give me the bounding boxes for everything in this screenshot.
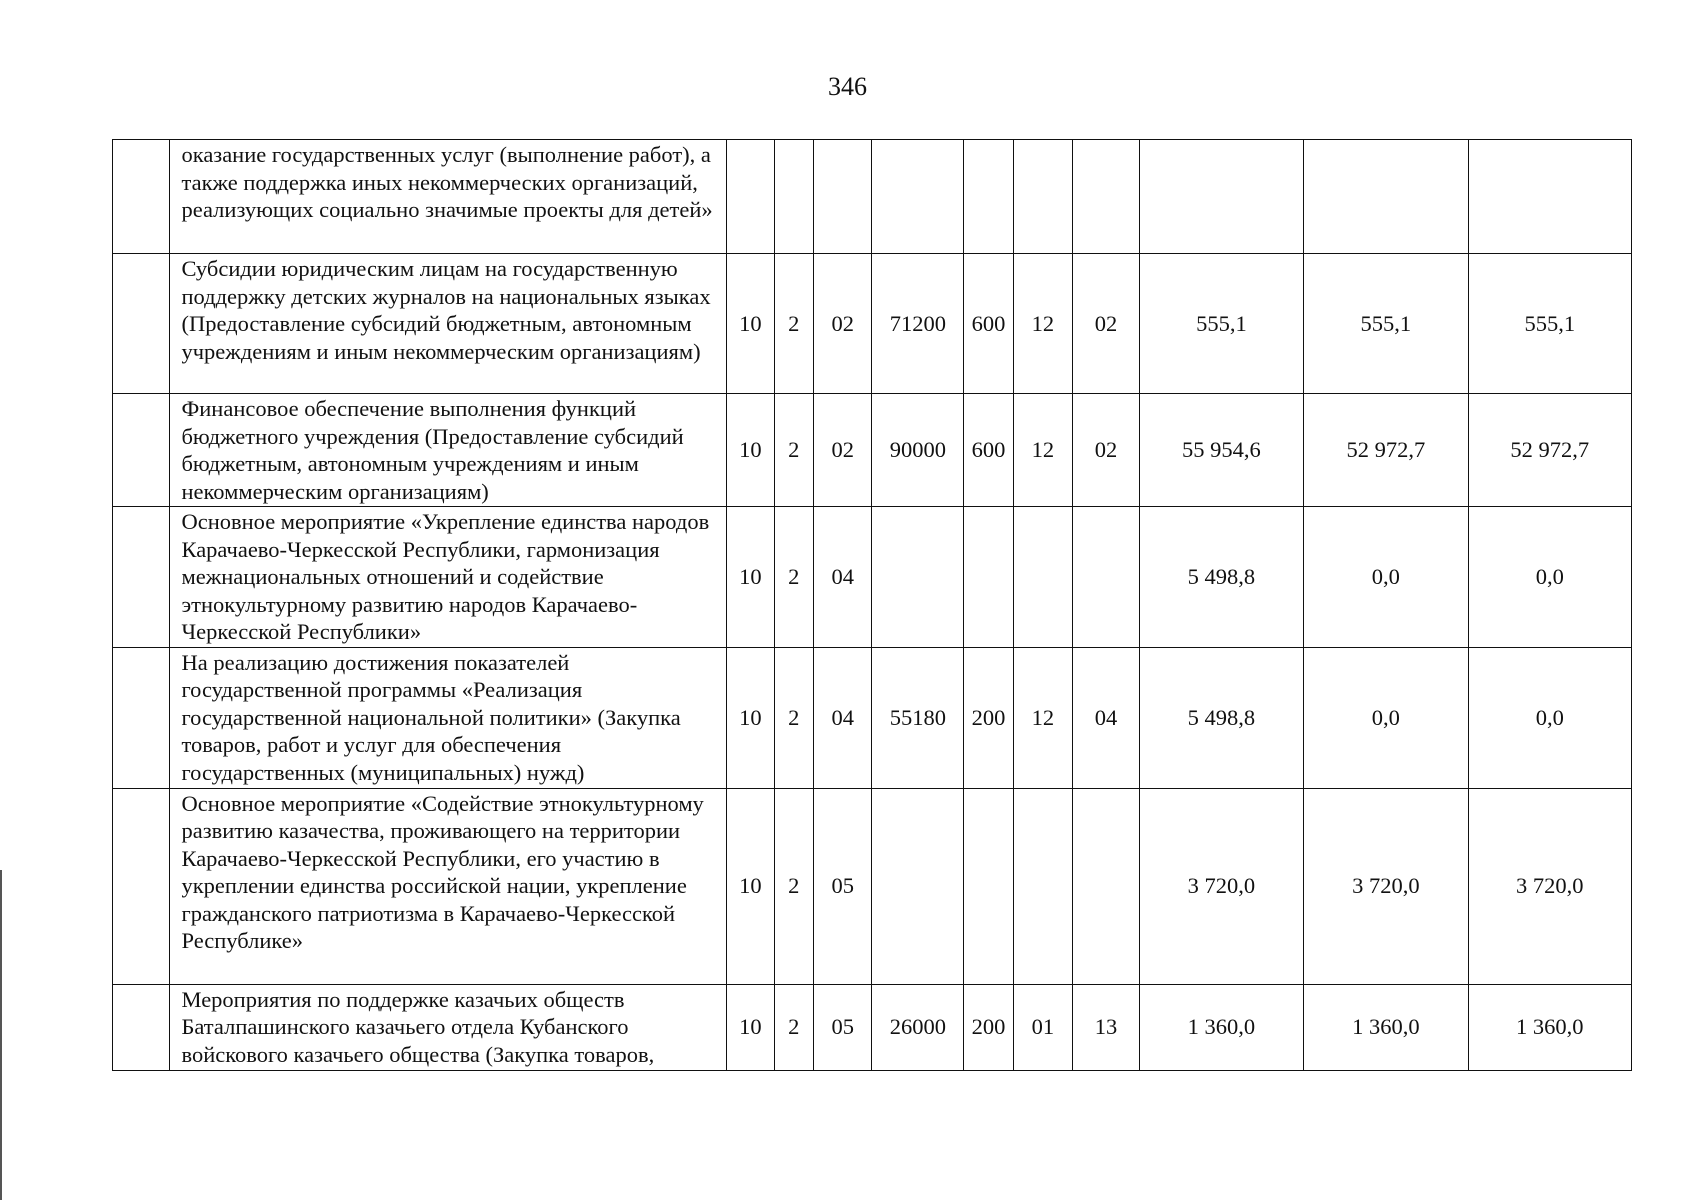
amount-year-3: 555,1 xyxy=(1468,254,1631,394)
table-row xyxy=(113,394,1632,507)
budget-table xyxy=(112,139,1632,1071)
amount-year-1 xyxy=(1139,140,1303,254)
amount-year-3: 0,0 xyxy=(1468,507,1631,648)
code-subchapter: 04 xyxy=(1073,647,1140,788)
row-index-cell xyxy=(113,984,170,1070)
code-subprogram: 2 xyxy=(774,254,813,394)
code-section: 10 xyxy=(727,788,774,984)
code-direction: 90000 xyxy=(872,394,964,507)
code-subprogram: 2 xyxy=(774,647,813,788)
code-expense-type: 600 xyxy=(964,254,1013,394)
row-index-cell xyxy=(113,254,170,394)
row-index-cell xyxy=(113,647,170,788)
amount-year-1: 1 360,0 xyxy=(1139,984,1303,1070)
table-row xyxy=(113,647,1632,788)
code-direction xyxy=(872,788,964,984)
amount-year-1: 555,1 xyxy=(1139,254,1303,394)
amount-year-1: 5 498,8 xyxy=(1139,507,1303,648)
code-expense-type: 200 xyxy=(964,984,1013,1070)
code-event: 04 xyxy=(813,507,872,648)
row-index-cell xyxy=(113,507,170,648)
row-description: Финансовое обеспечение выполнения функций бюджетного учреждения (Предоставление субсидий бюджетным, автономным учреждениям и иным некоммерческим организациям) xyxy=(170,394,727,507)
row-description: Мероприятия по поддержке казачьих обществ Баталпашинского казачьего отдела Кубанского войскового казачьего общества (Закупка товаров, xyxy=(170,984,727,1070)
code-section: 10 xyxy=(727,394,774,507)
code-section: 10 xyxy=(727,254,774,394)
table-row xyxy=(113,984,1632,1070)
code-event: 05 xyxy=(813,984,872,1070)
page-number: 346 xyxy=(828,72,867,101)
amount-year-3: 1 360,0 xyxy=(1468,984,1631,1070)
code-section xyxy=(727,140,774,254)
row-description: Основное мероприятие «Содействие этнокультурному развитию казачества, проживающего на территории Карачаево-Черкесской Республики, его участию в укреплении единства российской нации, укрепление гражданского патриотизма в Карачаево-Черкесской Республике» xyxy=(170,788,727,984)
amount-year-3: 3 720,0 xyxy=(1468,788,1631,984)
code-chapter xyxy=(1013,507,1073,648)
code-direction xyxy=(872,507,964,648)
amount-year-3 xyxy=(1468,140,1631,254)
code-chapter: 12 xyxy=(1013,394,1073,507)
code-subchapter xyxy=(1073,788,1140,984)
code-chapter: 01 xyxy=(1013,984,1073,1070)
row-index-cell xyxy=(113,788,170,984)
code-event: 04 xyxy=(813,647,872,788)
code-section: 10 xyxy=(727,507,774,648)
amount-year-2: 3 720,0 xyxy=(1304,788,1468,984)
code-subchapter: 02 xyxy=(1073,254,1140,394)
row-description: оказание государственных услуг (выполнение работ), а также поддержка иных некоммерческих организаций, реализующих социально значимые проекты для детей» xyxy=(170,140,727,254)
code-subprogram xyxy=(774,140,813,254)
amount-year-2: 52 972,7 xyxy=(1304,394,1468,507)
row-description: Основное мероприятие «Укрепление единства народов Карачаево-Черкесской Республики, гармонизация межнациональных отношений и содействие этнокультурному развитию народов Карачаево-Черкесской Республики» xyxy=(170,507,727,648)
code-expense-type xyxy=(964,507,1013,648)
code-section: 10 xyxy=(727,984,774,1070)
amount-year-3: 0,0 xyxy=(1468,647,1631,788)
row-description: На реализацию достижения показателей государственной программы «Реализация государственной национальной политики» (Закупка товаров, работ и услуг для обеспечения государственных (муниципальных) нужд) xyxy=(170,647,727,788)
code-event xyxy=(813,140,872,254)
code-subprogram: 2 xyxy=(774,394,813,507)
row-index-cell xyxy=(113,394,170,507)
code-expense-type xyxy=(964,788,1013,984)
amount-year-1: 5 498,8 xyxy=(1139,647,1303,788)
code-direction: 26000 xyxy=(872,984,964,1070)
amount-year-3: 52 972,7 xyxy=(1468,394,1631,507)
amount-year-2: 1 360,0 xyxy=(1304,984,1468,1070)
row-description: Субсидии юридическим лицам на государственную поддержку детских журналов на национальных языках (Предоставление субсидий бюджетным, автономным учреждениям и иным некоммерческим организациям) xyxy=(170,254,727,394)
code-chapter: 12 xyxy=(1013,254,1073,394)
code-chapter xyxy=(1013,788,1073,984)
code-direction: 55180 xyxy=(872,647,964,788)
code-chapter: 12 xyxy=(1013,647,1073,788)
code-subprogram: 2 xyxy=(774,788,813,984)
row-index-cell xyxy=(113,140,170,254)
code-chapter xyxy=(1013,140,1073,254)
table-row xyxy=(113,788,1632,984)
amount-year-2 xyxy=(1304,140,1468,254)
code-expense-type: 200 xyxy=(964,647,1013,788)
amount-year-2: 0,0 xyxy=(1304,647,1468,788)
code-event: 02 xyxy=(813,254,872,394)
table-row xyxy=(113,507,1632,648)
amount-year-2: 0,0 xyxy=(1304,507,1468,648)
table-row xyxy=(113,140,1632,254)
code-expense-type: 600 xyxy=(964,394,1013,507)
code-event: 05 xyxy=(813,788,872,984)
code-subchapter xyxy=(1073,507,1140,648)
code-section: 10 xyxy=(727,647,774,788)
scan-edge-line xyxy=(0,870,2,1200)
code-subchapter: 13 xyxy=(1073,984,1140,1070)
code-expense-type xyxy=(964,140,1013,254)
amount-year-1: 3 720,0 xyxy=(1139,788,1303,984)
code-subprogram: 2 xyxy=(774,984,813,1070)
code-event: 02 xyxy=(813,394,872,507)
code-subchapter: 02 xyxy=(1073,394,1140,507)
table-row xyxy=(113,254,1632,394)
amount-year-2: 555,1 xyxy=(1304,254,1468,394)
code-subchapter xyxy=(1073,140,1140,254)
code-subprogram: 2 xyxy=(774,507,813,648)
code-direction: 71200 xyxy=(872,254,964,394)
code-direction xyxy=(872,140,964,254)
amount-year-1: 55 954,6 xyxy=(1139,394,1303,507)
